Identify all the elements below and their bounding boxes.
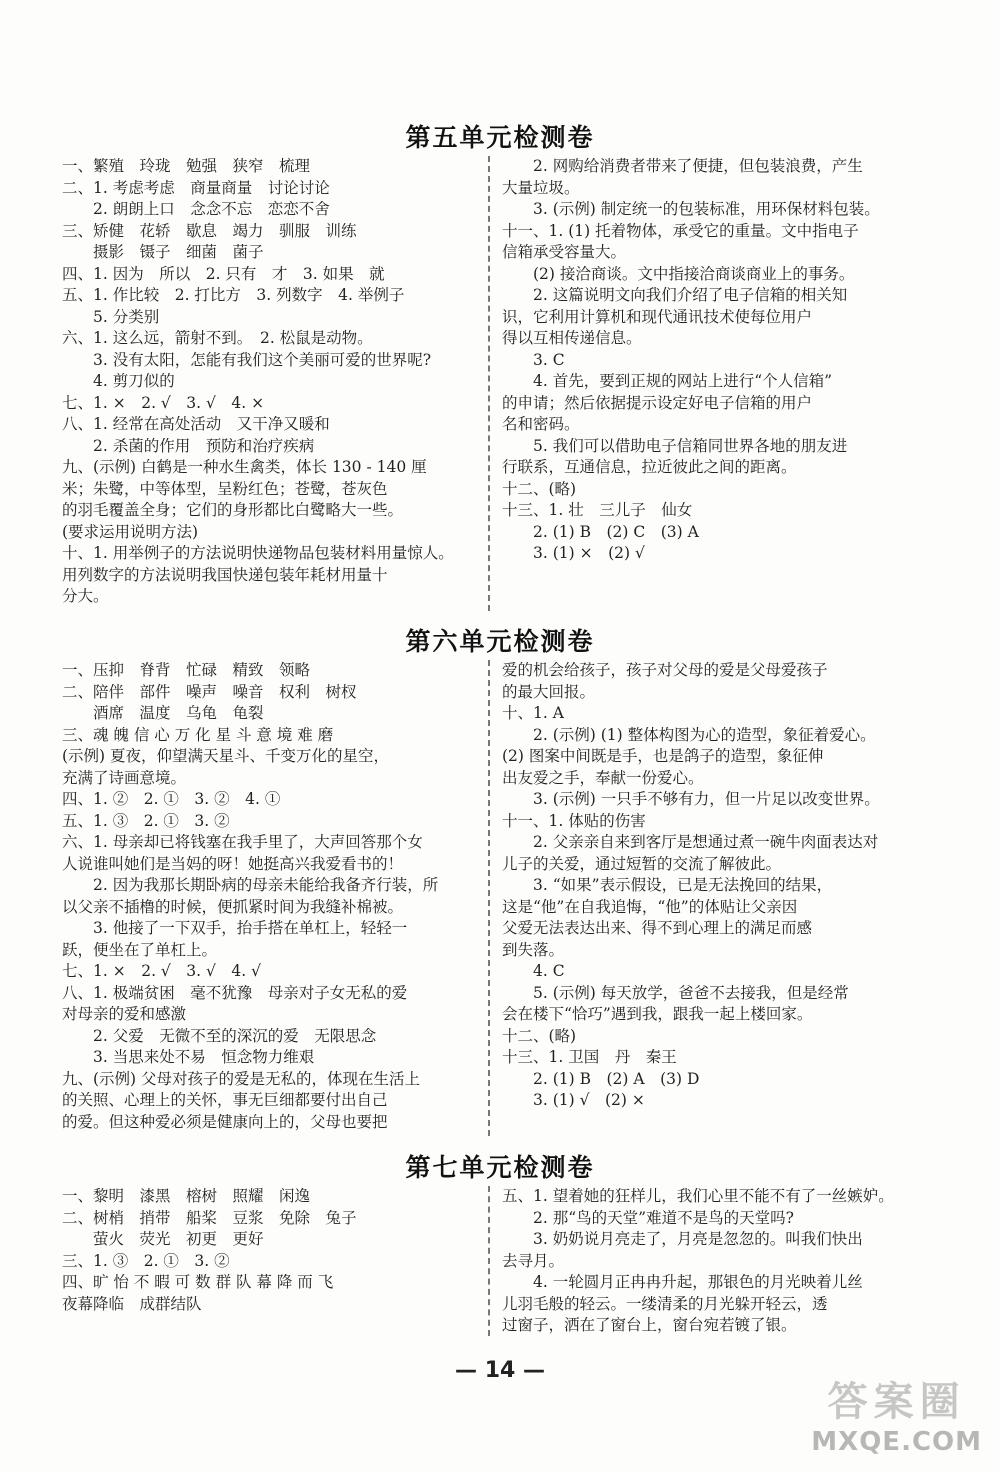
answer-line: (要求运用说明方法) (62, 522, 199, 541)
answer-line: 3. (1) √ (2) × (502, 1091, 645, 1109)
answer-line: 二、1. 考虑考虑 商量商量 讨论讨论 (62, 178, 330, 197)
page-number: — 14 — (455, 1358, 545, 1383)
answer-line: 对母亲的爱和感激 (62, 1005, 187, 1023)
answer-line: 3. 没有太阳，怎能有我们这个美丽可爱的世界呢? (62, 350, 432, 369)
answer-line: 得以互相传递信息。 (502, 329, 642, 347)
answer-line: 3. (1) × (2) √ (502, 544, 645, 562)
watermark (811, 1370, 982, 1457)
answer-line: 八、1. 极端贫困 毫不犹豫 母亲对子女无私的爱 (62, 983, 408, 1002)
answer-line: 三、1. ③ 2. ① 3. ② (62, 1251, 230, 1270)
unit5-left-column (62, 156, 482, 608)
answer-line: 2. 父爱 无微不至的深沉的爱 无限思念 (62, 1026, 377, 1045)
answer-line: 2. 因为我那长期卧病的母亲未能给我备齐行装，所 (62, 876, 439, 894)
answer-line: 去寻月。 (502, 1251, 565, 1270)
answer-line: 3. (示例) 一只手不够有力，但一片足以改变世界。 (502, 790, 880, 808)
answer-line: 一、压抑 脊背 忙碌 精致 领略 (62, 661, 311, 679)
answer-line: 这是“他”在自我追悔，“他”的体贴让父亲因 (502, 897, 798, 916)
answer-line: 米；朱鹭，中等体型，呈粉红色；苍鹭，苍灰色 (62, 479, 388, 498)
answer-line: 2. 杀菌的作用 预防和治疗疾病 (62, 436, 315, 455)
answer-line: 过窗子，洒在了窗台上，窗台宛若镀了银。 (502, 1316, 797, 1334)
unit6-title: 第六单元检测卷 (405, 627, 595, 656)
answer-line: 分大。 (62, 587, 109, 605)
answer-line: 3. 奶奶说月亮走了，月亮是忽忽的。叫我们快出 (502, 1230, 863, 1248)
answer-line: 3. (示例) 制定统一的包装标准，用环保材料包装。 (502, 200, 880, 218)
answer-line: 2. (示例) (1) 整体构图为心的造型，象征着爱心。 (502, 725, 876, 744)
answer-line: 2. (1) B (2) C (3) A (502, 522, 699, 541)
unit6-right-column (502, 660, 942, 1112)
answer-line: 六、1. 母亲却已将钱塞在我手里了，大声回答那个女 (62, 833, 423, 851)
answer-line: 5. (示例) 每天放学，爸爸不去接我，但是经常 (502, 983, 849, 1002)
answer-line: 信箱承受容量大。 (502, 243, 627, 261)
answer-line: 3. C (502, 350, 565, 369)
answer-line: 夜幕降临 成群结队 (62, 1294, 202, 1313)
answer-line: 识，它利用计算机和现代通讯技术使每位用户 (502, 307, 813, 326)
answer-line: 4. 剪刀似的 (62, 372, 175, 390)
answer-line: 二、陪伴 部件 噪声 噪音 权利 树杈 (62, 682, 357, 701)
answer-line: 八、1. 经常在高处活动 又干净又暖和 (62, 415, 330, 433)
answer-line: 2. 这篇说明文向我们介绍了电子信箱的相关知 (502, 286, 848, 304)
answer-line: 3. “如果”表示假设，已是无法挽回的结果， (502, 876, 833, 894)
answer-line: 萤火 荧光 初更 更好 (62, 1230, 264, 1248)
answer-line: 五、1. 作比较 2. 打比方 3. 列数字 4. 举例子 (62, 286, 405, 304)
answer-line: 四、1. ② 2. ① 3. ② 4. ① (62, 790, 281, 808)
answer-line: 七、1. × 2. √ 3. √ 4. × (62, 393, 265, 412)
answer-line: 的最大回报。 (502, 682, 596, 701)
answer-line: (2) 接洽商谈。文中指接洽商谈商业上的事务。 (502, 264, 855, 283)
answer-line: 九、(示例) 父母对孩子的爱是无私的，体现在生活上 (62, 1069, 421, 1088)
answer-line: 三、矫健 花轿 歇息 竭力 驯服 训练 (62, 221, 357, 240)
answer-line: 摄影 镊子 细菌 菌子 (62, 243, 264, 261)
answer-line: 2. (1) B (2) A (3) D (502, 1069, 700, 1088)
answer-line: 酒席 温度 乌龟 龟裂 (62, 704, 264, 722)
column-divider (488, 1186, 490, 1336)
answer-line: 2. 父亲亲自来到客厅是想通过煮一碗牛肉面表达对 (502, 833, 879, 851)
answer-line: 爱的机会给孩子，孩子对父母的爱是父母爱孩子 (502, 661, 828, 679)
answer-line: 三、魂 魄 信 心 万 化 星 斗 意 境 难 磨 (62, 725, 334, 744)
answer-line: 十三、1. 壮 三儿子 仙女 (502, 501, 693, 519)
unit7-left-column (62, 1186, 482, 1315)
answer-line: 父爱无法表达出来、得不到心理上的满足而感 (502, 919, 813, 937)
answer-line: 儿羽毛般的轻云。一缕清柔的月光躲开轻云，透 (502, 1294, 828, 1313)
answer-line: 六、1. 这么远，箭射不到。 2. 松鼠是动物。 (62, 329, 373, 347)
unit6-left-column (62, 660, 482, 1133)
answer-line: 十一、1. (1) 托着物体，承受它的重量。文中指电子 (502, 221, 859, 240)
unit5-title: 第五单元检测卷 (405, 123, 595, 152)
answer-line: 的关照、心理上的关怀，事无巨细都要付出自己 (62, 1091, 388, 1109)
answer-line: 充满了诗画意境。 (62, 768, 187, 787)
answer-line: 人说谁叫她们是当妈的呀！她挺高兴我爱看书的！ (62, 854, 404, 873)
answer-line: (示例) 夏夜，仰望满天星斗、千变万化的星空， (62, 747, 390, 765)
answer-line: 二、树梢 捎带 船桨 豆浆 免除 兔子 (62, 1208, 357, 1227)
answer-line: 十三、1. 卫国 丹 秦王 (502, 1048, 677, 1066)
answer-line: 九、(示例) 白鹤是一种水生禽类，体长 130 - 140 厘 (62, 458, 427, 476)
answer-line: 跃，便坐在了单杠上。 (62, 940, 218, 959)
answer-line: 到失落。 (502, 940, 565, 959)
answer-line: 会在楼下“恰巧”遇到我，跟我一起上楼回家。 (502, 1005, 813, 1023)
answer-line: 五、1. ③ 2. ① 3. ② (62, 811, 230, 830)
answer-line: 4. 首先，要到正规的网站上进行“个人信箱” (502, 372, 833, 390)
answer-line: 的羽毛覆盖全身；它们的身形都比白鹭略大一些。 (62, 501, 404, 519)
answer-line: 一、繁殖 玲珑 勉强 狭窄 梳理 (62, 157, 311, 175)
answer-line: 2. 网购给消费者带来了便捷，但包装浪费，产生 (502, 157, 863, 175)
answer-line: 七、1. × 2. √ 3. √ 4. √ (62, 962, 261, 980)
answer-line: 大量垃圾。 (502, 178, 580, 197)
answer-line: 3. 当思来处不易 恒念物力维艰 (62, 1048, 315, 1066)
answer-line: 十、1. 用举例子的方法说明快递物品包装材料用量惊人。 (62, 544, 454, 562)
answer-line: 5. 分类别 (62, 307, 160, 326)
answer-line: 用列数字的方法说明我国快递包装年耗材用量十 (62, 565, 388, 584)
answer-line: 3. 他接了一下双手，抬手搭在单杠上，轻轻一 (62, 919, 408, 937)
answer-line: 以父亲不插橹的时候，便抓紧时间为我缝补棉被。 (62, 897, 404, 916)
answer-line: 儿子的关爱，通过短暂的交流了解彼此。 (502, 854, 782, 873)
answer-line: 四、1. 因为 所以 2. 只有 才 3. 如果 就 (62, 264, 385, 283)
answer-line: 十、1. A (502, 704, 564, 722)
answer-line: 名和密码。 (502, 415, 580, 433)
answer-line: 的申请；然后依据提示设定好电子信箱的用户 (502, 393, 813, 412)
answer-line: 四、旷 怡 不 暇 可 数 群 队 幕 降 而 飞 (62, 1273, 334, 1291)
column-divider (488, 660, 490, 1136)
answer-line: 4. C (502, 962, 565, 980)
answer-line: 2. 朗朗上口 念念不忘 恋恋不舍 (62, 200, 330, 218)
answer-line: 十一、1. 体贴的伤害 (502, 811, 646, 830)
answer-line: 的爱。但这种爱必须是健康向上的，父母也要把 (62, 1112, 388, 1131)
answer-line: 一、黎明 漆黑 榕树 照耀 闲逸 (62, 1187, 311, 1205)
answer-line: 十二、(略) (502, 479, 577, 498)
answer-line: 十二、(略) (502, 1026, 577, 1045)
unit7-title: 第七单元检测卷 (405, 1153, 595, 1182)
unit7-right-column (502, 1186, 942, 1337)
answer-line: 行联系，互通信息，拉近彼此之间的距离。 (502, 458, 797, 476)
answer-line: 出友爱之手，奉献一份爱心。 (502, 768, 704, 787)
watermark-url: MXQE.COM (811, 1427, 982, 1457)
answer-line: 2. 那“鸟的天堂”难道不是鸟的天堂吗? (502, 1208, 794, 1227)
answer-line: 5. 我们可以借助电子信箱同世界各地的朋友进 (502, 436, 848, 455)
unit5-right-column (502, 156, 942, 565)
answer-line: (2) 图案中间既是手，也是鸽子的造型，象征伸 (502, 747, 824, 765)
column-divider (488, 156, 490, 611)
answer-line: 4. 一轮圆月正冉冉升起，那银色的月光映着儿丝 (502, 1273, 863, 1291)
watermark-logo: 答案圈 (827, 1379, 966, 1425)
answer-line: 五、1. 望着她的狂样儿，我们心里不能不有了一丝嫉妒。 (502, 1187, 894, 1205)
